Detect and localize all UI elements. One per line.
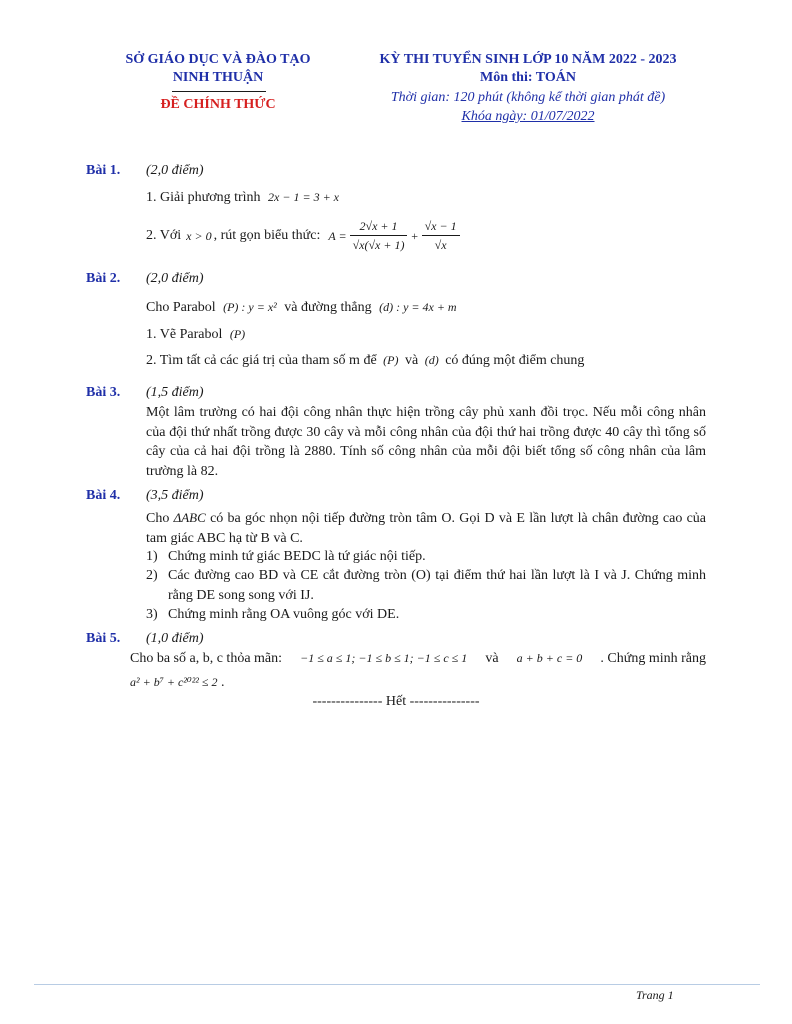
bai4-score: (3,5 điểm) (146, 488, 204, 503)
bai5-line1-pre: Cho ba số a, b, c thỏa mãn: (130, 651, 283, 666)
bai2-line: (d) : y = 4x + m (379, 300, 457, 314)
exam-duration: Thời gian: 120 phút (không kể thời gian phát đề) (390, 90, 666, 105)
bai1-score: (2,0 điểm) (146, 163, 204, 178)
bai1-plus-sign: + (410, 228, 419, 243)
bai2-intro-pre: Cho Parabol (146, 300, 216, 315)
end-of-exam-mark: --------------- Hết --------------- (312, 694, 480, 709)
bai3-label: Bài 3. (86, 385, 121, 400)
bai1-q1 (146, 190, 339, 206)
department-name: SỞ GIÁO DỤC VÀ ĐÀO TẠO (125, 52, 311, 67)
bai1-fraction-1-denominator: √x(√x + 1) (352, 238, 405, 252)
bai3-score: (1,5 điểm) (146, 385, 204, 400)
bai1-q2 (146, 212, 460, 260)
bai5-label: Bài 5. (86, 631, 121, 646)
bai2-q2-parabola: (P) (383, 353, 399, 367)
bai5-line1-and: và (485, 651, 499, 666)
bai1-fraction-2 (422, 219, 460, 253)
bai2-intro (146, 300, 457, 316)
exam-date (340, 109, 716, 125)
bai4-item-1-number: 1) (146, 549, 158, 564)
bai4-intro-post: có ba góc nhọn nội tiếp đường tròn tâm O. Gọi D và E lần lượt là chân đường cao của tam giác ABC hạ từ B và C. (146, 511, 707, 546)
bai4-item-1 (146, 547, 706, 567)
page-number: Trang 1 (636, 988, 674, 1002)
bai1-fraction-2-numerator: √x − 1 (422, 219, 460, 236)
bai1-label: Bài 1. (86, 163, 121, 178)
bai2-q2-post: có đúng một điểm chung (445, 353, 585, 368)
bai4-item-2-number: 2) (146, 568, 158, 583)
bai1-q2-text: , rút gọn biểu thức: (213, 228, 321, 243)
exam-subject: Môn thi: TOÁN (480, 70, 576, 85)
bai5-line1-post: . Chứng minh rằng (600, 651, 706, 666)
bai1-fraction-1 (350, 219, 408, 253)
bai2-parabola: (P) : y = x² (223, 300, 277, 314)
bai4-item-3-text: Chứng minh rằng OA vuông góc với DE. (168, 607, 400, 622)
bai1-fraction-1-numerator: 2√x + 1 (350, 219, 408, 236)
bai4-item-2-text: Các đường cao BD và CE cắt đường tròn (O) tại điểm thứ hai lần lượt là I và J. Chứng minh rằng DE song song với IJ. (168, 568, 706, 603)
province-name: NINH THUẬN (172, 70, 264, 85)
bai4-label: Bài 4. (86, 488, 121, 503)
bai2-q1 (146, 327, 245, 343)
bai5-sum-condition: a + b + c = 0 (516, 651, 583, 665)
exam-date-text: Khóa ngày: 01/07/2022 (461, 109, 595, 124)
bai5-line-2 (130, 675, 224, 691)
bai4-item-2 (146, 566, 706, 605)
bai3-problem-text: Một lâm trường có hai đội công nhân thực hiện trồng cây phủ xanh đồi trọc. Nếu mỗi công nhân của đội thứ nhất trồng được 30 cây và mỗi công nhân của đội thứ hai trồng được 40 cây thì tổng số cây của cả hai đội trồng là 2880. Tính số công nhân của mỗi đội biết tổng số công nhân của lâm trường là 82. (146, 405, 706, 479)
bai5-line-1 (130, 651, 706, 667)
bai2-score: (2,0 điểm) (146, 271, 204, 286)
bai5-score: (1,0 điểm) (146, 631, 204, 646)
bai2-q2 (146, 353, 584, 369)
exam-title: KỲ THI TUYỂN SINH LỚP 10 NĂM 2022 - 2023 (379, 52, 677, 67)
bai1-fraction-2-denominator: √x (434, 238, 447, 252)
bai1-q1-equation: 2x − 1 = 3 + x (268, 190, 339, 204)
bai2-intro-mid: và đường thẳng (284, 300, 372, 315)
bai5-end-dot: . (220, 675, 225, 690)
bai1-expression-a: A = (328, 228, 347, 243)
bai4-intro (146, 508, 706, 548)
bai4-item-1-text: Chứng minh tứ giác BEDC là tứ giác nội tiếp. (168, 549, 426, 564)
bai2-q2-pre: 2. Tìm tất cả các giá trị của tham số m để (146, 353, 377, 368)
bai5-inequality: a² + b⁷ + c²⁰²² ≤ 2 (130, 675, 218, 689)
bai1-q2-condition: x > 0 (186, 228, 212, 243)
bai2-q1-parabola: (P) (229, 327, 246, 341)
bai4-item-3 (146, 605, 706, 625)
bai4-intro-pre: Cho (146, 511, 170, 526)
bai4-triangle: ΔABC (173, 510, 206, 525)
official-exam-label: ĐỀ CHÍNH THỨC (160, 97, 276, 112)
bai1-q1-text: 1. Giải phương trình (146, 190, 261, 205)
bai2-label: Bài 2. (86, 271, 121, 286)
bai2-q2-line: (d) (424, 353, 439, 367)
bai5-conditions: −1 ≤ a ≤ 1; −1 ≤ b ≤ 1; −1 ≤ c ≤ 1 (300, 651, 468, 665)
bai2-q1-text: 1. Vẽ Parabol (146, 327, 223, 342)
bai2-q2-and: và (405, 353, 419, 368)
footer-rule (34, 984, 760, 985)
bai1-q2-pre: 2. Với (146, 228, 182, 243)
header-divider (172, 91, 266, 92)
bai4-item-3-number: 3) (146, 607, 158, 622)
